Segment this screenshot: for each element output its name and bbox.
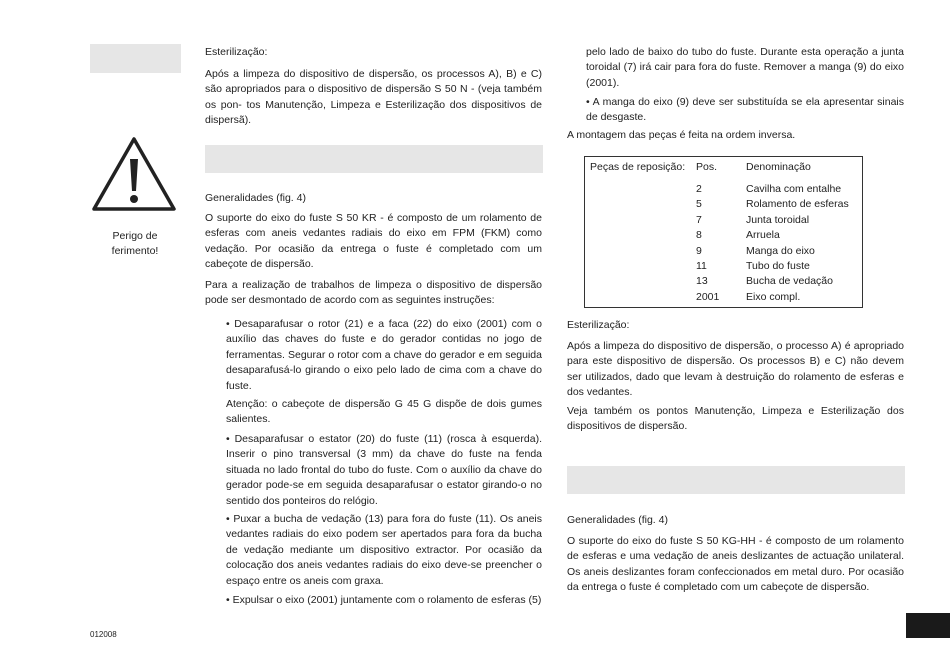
- table-header-name: Denominação: [746, 161, 811, 173]
- pos-cell: 8: [696, 229, 702, 242]
- continued-text: pelo lado de baixo do tubo do fuste. Durante esta operação a junta toroidal (7) irá cair para fora do fuste. Remover a manga (9) do eixo (2001).: [586, 46, 904, 89]
- name-cell: Cavilha com entalhe: [746, 183, 842, 195]
- pos-cell: 2: [696, 183, 702, 195]
- name-cell: Junta toroidal: [746, 213, 810, 226]
- see-also-text: Veja também os pontos Manutenção, Limpeza e Esterilização dos dispositivos de dispersão.: [567, 405, 904, 433]
- table-row: [590, 197, 849, 212]
- warning-label-line1: Perigo de: [112, 230, 158, 242]
- instruction-bullet-4: • Expulsar o eixo (2001) juntamente com o rolamento de esferas (5): [226, 594, 542, 606]
- sterilization-text-right: Após a limpeza do dispositivo de dispersão, o processo A) é apropriado para este dispositivo de dispersão. Os processos B) e C) não devem ser utilizados, dado que levam à destruição do rolamento de esferas e dos vedantes.: [567, 340, 904, 399]
- general-title-right: Generalidades (fig. 4): [567, 514, 668, 526]
- table-header-pos: Pos.: [696, 161, 718, 173]
- name-cell: Tubo do fuste: [746, 260, 810, 273]
- instruction-bullet-5: • A manga do eixo (9) deve ser substituída se ela apresentar sinais de desgaste.: [586, 96, 904, 124]
- margin-gray-box: [90, 44, 181, 73]
- name-cell: Eixo compl.: [746, 290, 801, 303]
- pos-cell: 5: [696, 198, 702, 211]
- section-heading-bar-right: [567, 466, 905, 494]
- warning-label-line2: ferimento!: [111, 245, 159, 257]
- table-row: [590, 259, 849, 274]
- spare-parts-table: [584, 156, 863, 308]
- page-tab-marker: [906, 613, 950, 638]
- instruction-bullet-1: • Desaparafusar o rotor (21) e a faca (22) do eixo (2001) com o auxílio das chaves do fuste e do gerador contidas no jogo de ferramentas. Segurar o rotor com a chave do gerador e em seguida desaparafusá-lo girando o eixo pelo lado de cima com a chave do fuste.: [226, 318, 542, 392]
- instruction-bullet-3: • Puxar a bucha de vedação (13) para fora do fuste (11). Os aneis vedantes radiais do eixo podem ser apertados para fora da bucha de vedação mediante um dispositivo extractor. Por ocasião da colocação dos aneis vedantes radiais do eixo deve-se preencher o espaço entre os aneis com graxa.: [226, 513, 542, 587]
- table-row: [590, 228, 849, 243]
- pos-cell: 13: [696, 275, 708, 288]
- instruction-bullet-2: • Desaparafusar o estator (20) do fuste (11) (rosca à esquerda). Inserir o pino transversal (3 mm) da chave do fuste na fenda situada no lado frontal do tubo do fuste. Com o auxílio da chave do gerador pode-se em seguida desaparafusar o estator girando-o no sentido dos ponteiros do relógio.: [226, 433, 542, 507]
- warning-triangle-icon: [90, 135, 178, 213]
- disassembly-text: Para a realização de trabalhos de limpeza o dispositivo de dispersão pode ser desmontado de acordo com as seguintes instruções:: [205, 279, 542, 307]
- pos-cell: 9: [696, 244, 702, 257]
- table-header-label: Peças de reposição:: [590, 161, 686, 173]
- sterilization-title-left: Esterilização:: [205, 46, 268, 58]
- table-row: [590, 244, 849, 259]
- table-row: [590, 290, 849, 305]
- pos-cell: 2001: [696, 290, 720, 303]
- table-row: [590, 213, 849, 228]
- pos-cell: 7: [696, 213, 702, 226]
- name-cell: Arruela: [746, 229, 780, 242]
- footer-code: 012008: [90, 630, 117, 639]
- table-header-row: [590, 160, 811, 175]
- name-cell: Bucha de vedação: [746, 275, 833, 288]
- general-text-right: O suporte do eixo do fuste S 50 KG-HH - é composto de um rolamento de esferas e uma vedação de aneis deslizantes de actuação unilateral. Os aneis deslizantes foram confeccionados em metal duro. Por ocasião da entrega o fuste é completado com um cabeçote de dispersão.: [567, 535, 904, 594]
- pos-cell: 11: [696, 260, 707, 273]
- section-heading-bar-left: [205, 145, 543, 173]
- general-text-left: O suporte do eixo do fuste S 50 KR - é composto de um rolamento de esferas com aneis vedantes radiais do eixo em FPM (FKM) como vedação. Por ocasião da entrega o fuste é completado com um cabeçote de dispersão.: [205, 212, 542, 271]
- table-row: [590, 274, 849, 289]
- sterilization-title-right: Esterilização:: [567, 319, 630, 331]
- name-cell: Rolamento de esferas: [746, 198, 849, 211]
- attention-note: Atenção: o cabeçote de dispersão G 45 G dispõe de dois gumes salientes.: [226, 398, 542, 426]
- sterilization-text-left: Após a limpeza do dispositivo de dispersão, os processos A), B) e C) são apropriados para o dispositivo de dispersão S 50 N - (veja também os pon- tos Manutenção, Limpeza e Esterilização dos dispositivos de dispersã).: [205, 68, 542, 127]
- general-title-left: Generalidades (fig. 4): [205, 192, 306, 204]
- assembly-text: A montagem das peças é feita na ordem inversa.: [567, 129, 796, 141]
- table-row: [590, 182, 849, 197]
- name-cell: Manga do eixo: [746, 244, 815, 257]
